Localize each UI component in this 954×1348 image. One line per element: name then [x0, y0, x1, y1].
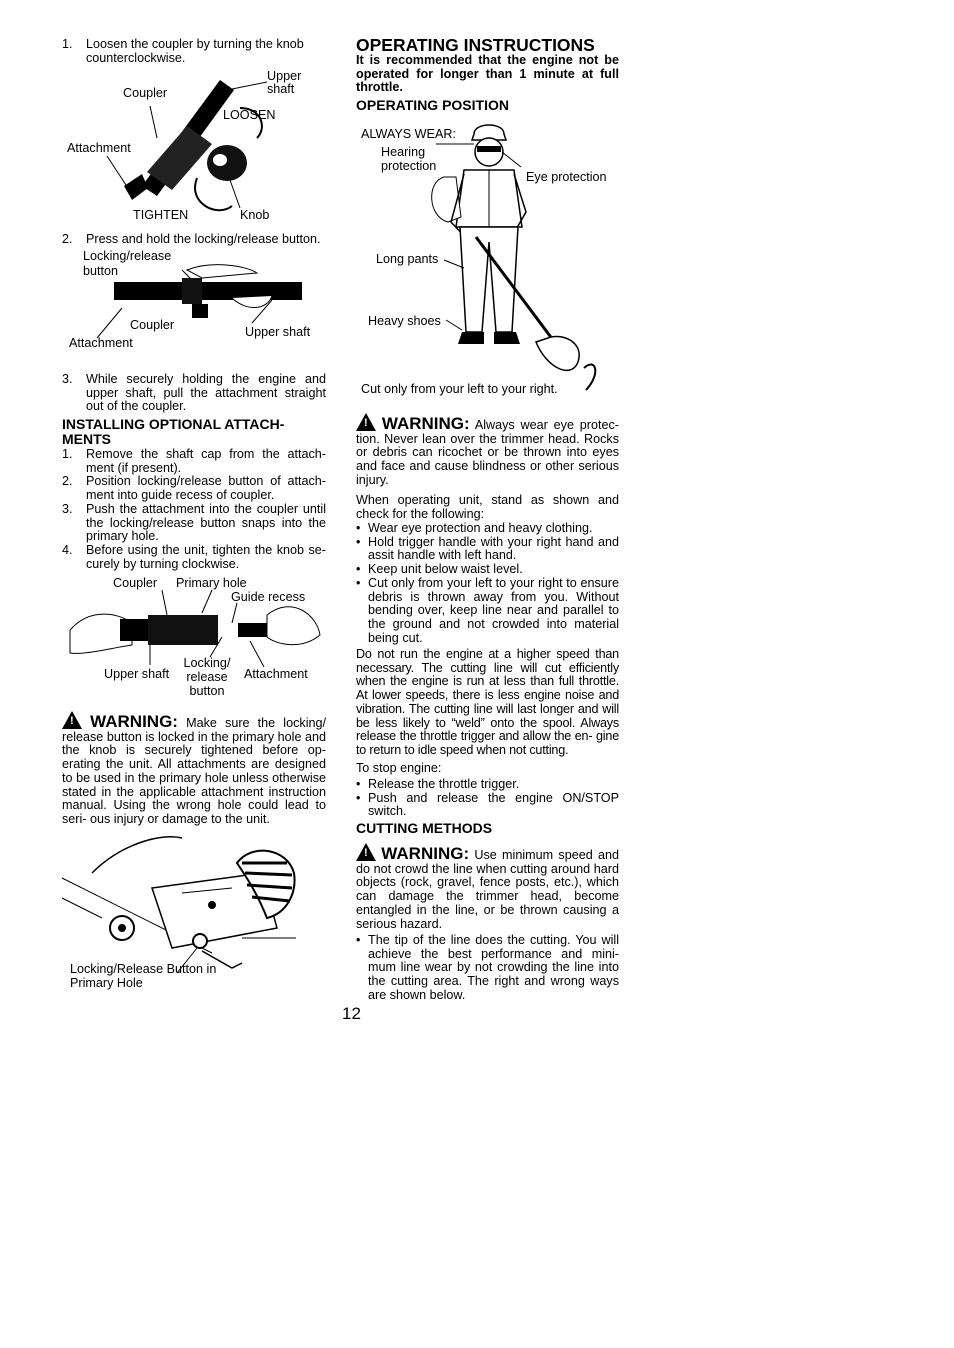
stop-engine-list	[356, 778, 619, 819]
heading-operating-position: OPERATING POSITION	[356, 97, 509, 113]
cutting-tip-list	[356, 934, 619, 1003]
label-guide-recess: Guide recess	[231, 590, 306, 604]
list-item-text: Wear eye protection and heavy clothing.	[368, 521, 593, 535]
step-number: 1.	[62, 37, 73, 51]
label-hearing-protection: Hearing protection	[381, 145, 437, 173]
label-upper-shaft: Upper shaft	[104, 667, 170, 681]
label-locking-release-button: Locking/ release button	[183, 656, 231, 698]
install-step	[62, 448, 326, 475]
when-operating-text: When operating unit, stand as shown and check for the following:	[356, 493, 619, 521]
figure-primary-hole	[62, 833, 302, 995]
warning-minimum-speed	[356, 843, 619, 931]
label-coupler: Coupler	[130, 318, 175, 332]
label-attachment: Attachment	[67, 141, 131, 155]
warning-label: WARNING:	[90, 712, 178, 731]
label-primary-hole: Primary hole	[176, 576, 247, 590]
label-upper-shaft: Upper shaft	[245, 325, 311, 339]
list-item: • Keep unit below waist level.	[356, 562, 523, 577]
warning-eye-protection	[356, 413, 619, 488]
warning-label: WARNING:	[381, 414, 470, 433]
list-item-text: Cut only from your left to your right to ensure debris is thrown away from you. Without bending over, keep line near and parallel to the ground and not crowded into material being cut.	[368, 575, 619, 645]
step-number: 3.	[62, 372, 73, 386]
warning-triangle-icon: !	[356, 843, 376, 861]
step-text: Position locking/release button of attach- ment into guide recess of coupler.	[86, 474, 326, 503]
to-stop-label: To stop engine:	[356, 761, 442, 775]
list-item: • Release the throttle trigger.	[356, 777, 520, 791]
step-number: 3.	[62, 501, 73, 516]
operating-checklist	[356, 522, 619, 645]
label-attachment: Attachment	[69, 336, 133, 350]
install-step	[62, 544, 326, 571]
step-number: 2.	[62, 474, 73, 489]
list-item-text: Keep unit below waist level.	[368, 562, 523, 577]
label-cut-direction: Cut only from your left to your right.	[361, 382, 558, 396]
warning-text: Use minimum speed and do not crowd the line when cutting around hard objects (rock, gravel, fence posts, etc.), which can damage the trimmer head, become entangled in the line, or be thrown causing a serious hazard.	[356, 848, 620, 931]
list-item-text: Push and release the engine ON/STOP switch.	[368, 790, 619, 819]
engine-speed-paragraph: Do not run the engine at a higher speed than necessary. The cutting line will cut efficiently when the engine is run at less than full throttle. At lower speeds, there is less engine noise and vibration. The cutting line will last longer and will be less likely to “weld” onto the spool. Always release the throttle trigger and allow the en- gine to return to idle speed when not cutting.	[356, 647, 619, 757]
warning-label: WARNING:	[381, 844, 470, 863]
list-item: • Cut only from your left to your right to ensure debris is thrown away from you. Without bending over, keep line near and parallel to the ground and not crowded into material being cut.	[356, 575, 619, 645]
step-number: 1.	[62, 447, 73, 461]
list-item-text: The tip of the line does the cutting. You will achieve the best performance and mini- mum line wear by not crowding the line into the cutting area. The right and wrong ways are shown below.	[368, 933, 619, 1002]
warning-triangle-icon: !	[62, 711, 82, 729]
label-knob: Knob	[240, 208, 270, 222]
label-eye-protection: Eye protection	[526, 170, 607, 184]
step-text: Before using the unit, tighten the knob se- curely by turning clockwise.	[86, 542, 326, 571]
warning-locking-button	[62, 711, 326, 827]
warning-text: Always wear eye protec- tion. Never lean over the trimmer head. Rocks or debris can ricochet or be thrown into eyes and face and cause blindness or other serious injury.	[356, 418, 620, 487]
step-text: Loosen the coupler by turning the knob counterclockwise.	[86, 37, 304, 65]
step-2	[62, 233, 328, 247]
list-item: • Push and release the engine ON/STOP switch.	[356, 790, 619, 819]
install-step	[62, 475, 326, 502]
step-text: Push the attachment into the coupler until the locking/release button snaps into the primary hole.	[86, 501, 326, 544]
install-steps	[62, 448, 326, 571]
list-item: • Hold trigger handle with your right hand and assit handle with left hand.	[356, 534, 619, 563]
figure-operating-position	[356, 122, 626, 402]
label-loosen: LOOSEN	[223, 108, 276, 122]
label-attachment: Attachment	[244, 667, 308, 681]
step-text: While securely holding the engine and upper shaft, pull the attachment straight out of the coupler.	[86, 372, 326, 414]
figure-install-attachment	[62, 575, 332, 700]
heading-installing-attachments: INSTALLING OPTIONAL ATTACH- MENTS	[62, 416, 285, 447]
step-text: Remove the shaft cap from the attach- ment (if present).	[86, 447, 326, 475]
section-title: OPERATING INSTRUCTIONS	[356, 35, 595, 55]
label-heavy-shoes: Heavy shoes	[368, 314, 441, 328]
step-number: 4.	[62, 542, 73, 557]
warning-triangle-icon: !	[356, 413, 376, 431]
figure-loosen-coupler	[62, 68, 332, 228]
figure-press-release	[62, 248, 332, 358]
list-item-text: Release the throttle trigger.	[368, 777, 520, 791]
label-upper-shaft: Upper shaft	[267, 69, 302, 96]
step-3	[62, 373, 326, 414]
label-long-pants: Long pants	[376, 252, 439, 266]
list-item-text: Hold trigger handle with your right hand and assit handle with left hand.	[368, 534, 619, 563]
label-locking-release-button: Locking/release button	[83, 249, 172, 278]
warning-text: Make sure the locking/ release button is locked in the primary hole and the knob is securely tightened before op- erating the unit. All attachments are designed to be used in the primary hole unless otherwise stated in the applicable attachment instruction manual. Using the wrong hole could lead to seri- ous injury or damage to the unit.	[62, 716, 327, 826]
page-number: 12	[342, 1004, 361, 1023]
label-tighten: TIGHTEN	[133, 208, 189, 222]
intro-note: It is recommended that the engine not be operated for longer than 1 minute at full throttle.	[356, 53, 619, 95]
label-coupler: Coupler	[123, 86, 168, 100]
list-item: • The tip of the line does the cutting. You will achieve the best performance and mini- mum line wear by not crowding the line into the cutting area. The right and wrong ways are shown below.	[356, 933, 619, 1002]
caption-primary-hole: Locking/Release Button in Primary Hole	[70, 962, 217, 990]
list-item: • Wear eye protection and heavy clothing.	[356, 521, 593, 535]
step-text: Press and hold the locking/release button.	[86, 232, 321, 246]
step-1	[62, 38, 326, 65]
label-always-wear: ALWAYS WEAR:	[361, 127, 456, 141]
heading-cutting-methods: CUTTING METHODS	[356, 820, 493, 836]
label-coupler: Coupler	[113, 576, 158, 590]
install-step	[62, 503, 326, 544]
step-number: 2.	[62, 232, 73, 246]
